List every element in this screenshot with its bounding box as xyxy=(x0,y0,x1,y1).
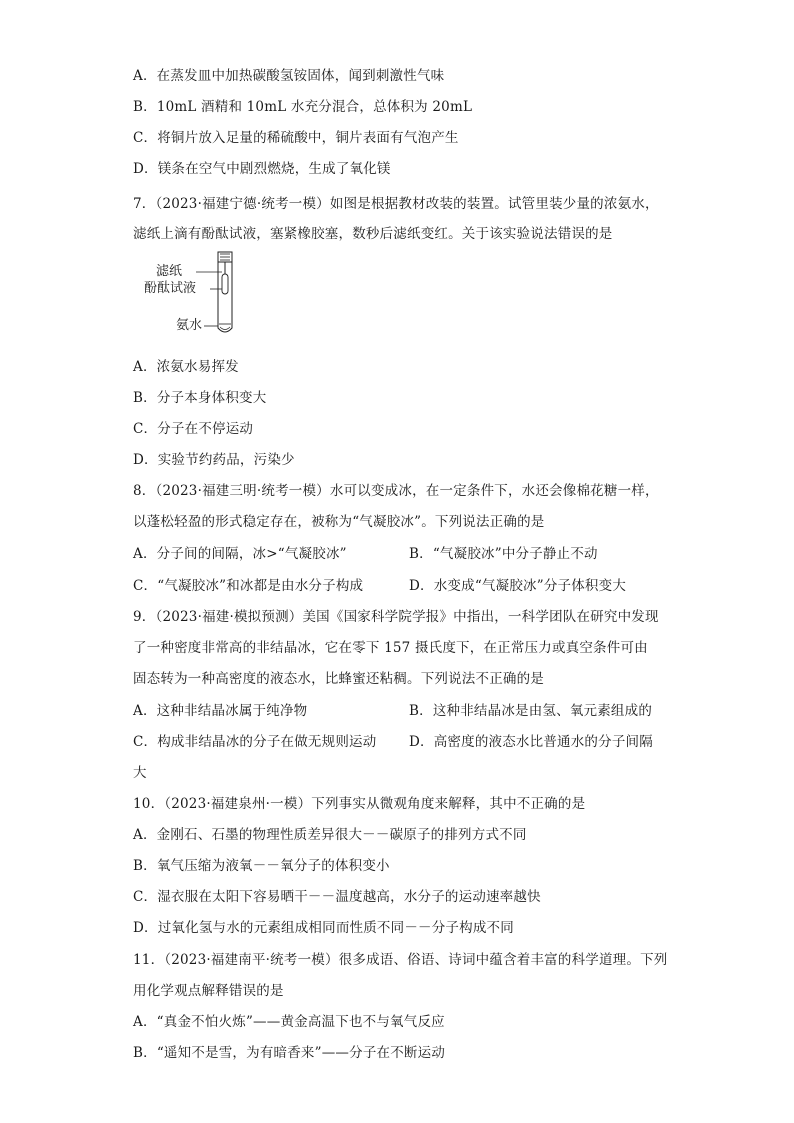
question-11-stem: 11．（2023·福建南平·统考一模）很多成语、俗语、诗词中蕴含着丰富的科学道理。下列 xyxy=(133,952,668,968)
phenolphthalein-label: 酚酞试液 xyxy=(144,281,197,296)
q7-option-c: C．分子在不停运动 xyxy=(133,421,254,437)
option-b: B．10mL 酒精和 10mL 水充分混合，总体积为 20mL xyxy=(133,99,473,115)
q7-option-b: B．分子本身体积变大 xyxy=(133,390,267,406)
q11-option-a: A．“真金不怕火炼”——黄金高温下也不与氧气反应 xyxy=(133,1014,445,1030)
q7-option-a: A．浓氨水易挥发 xyxy=(133,359,239,375)
q9-option-a: A．这种非结晶冰属于纯净物 xyxy=(133,703,308,719)
q9-option-b: B．这种非结晶冰是由氢、氧元素组成的 xyxy=(409,703,653,719)
question-11-stem-cont: 用化学观点解释错误的是 xyxy=(133,983,284,999)
test-tube-figure xyxy=(138,250,248,336)
option-c: C．将铜片放入足量的稀硫酸中，铜片表面有气泡产生 xyxy=(133,130,459,146)
q10-option-c: C．湿衣服在太阳下容易晒干－－温度越高，水分子的运动速率越快 xyxy=(133,889,541,905)
q7-option-d: D．实验节约药品，污染少 xyxy=(133,452,295,468)
question-9-stem-cont: 了一种密度非常高的非结晶冰，它在零下 157 摄氏度下，在正常压力或真空条件可由 xyxy=(133,640,648,656)
q11-option-b: B．“遥知不是雪，为有暗香来”——分子在不断运动 xyxy=(133,1045,446,1061)
q8-option-c: C．“气凝胶冰”和冰都是由水分子构成 xyxy=(133,578,364,594)
q10-option-b: B．氧气压缩为液氧－－氧分子的体积变小 xyxy=(133,858,390,874)
q9-option-d: D．高密度的液态水比普通水的分子间隔 xyxy=(409,734,653,750)
question-7-stem-cont: 滤纸上滴有酚酞试液，塞紧橡胶塞，数秒后滤纸变红。关于该实验说法错误的是 xyxy=(133,226,613,242)
ammonia-label: 氨水 xyxy=(176,318,203,333)
test-tube-diagram xyxy=(138,250,248,336)
question-8-stem: 8．（2023·福建三明·统考一模）水可以变成冰，在一定条件下，水还会像棉花糖一样， xyxy=(133,483,659,499)
question-9-stem: 9．（2023·福建·模拟预测）美国《国家科学院学报》中指出，一科学团队在研究中发现 xyxy=(133,609,659,625)
filter-paper-label: 滤纸 xyxy=(156,264,183,279)
question-10-stem: 10．（2023·福建泉州·一模）下列事实从微观角度来解释，其中不正确的是 xyxy=(133,796,586,812)
question-7-stem: 7．（2023·福建宁德·统考一模）如图是根据教材改装的装置。试管里装少量的浓氨水， xyxy=(133,196,659,212)
question-8-stem-cont: 以蓬松轻盈的形式稳定存在，被称为“气凝胶冰”。下列说法正确的是 xyxy=(133,514,545,530)
q9-option-c: C．构成非结晶冰的分子在做无规则运动 xyxy=(133,734,377,750)
q8-option-b: B．“气凝胶冰”中分子静止不动 xyxy=(409,546,598,562)
option-a: A．在蒸发皿中加热碳酸氢铵固体，闻到刺激性气味 xyxy=(133,68,445,84)
q9-option-d-cont: 大 xyxy=(133,765,147,781)
q10-option-a: A．金刚石、石墨的物理性质差异很大－－碳原子的排列方式不同 xyxy=(133,827,527,843)
q8-option-a: A．分子间的间隔，冰>“气凝胶冰” xyxy=(133,546,347,562)
q10-option-d: D．过氧化氢与水的元素组成相同而性质不同－－分子构成不同 xyxy=(133,920,514,936)
option-d: D．镁条在空气中剧烈燃烧，生成了氧化镁 xyxy=(133,161,391,177)
q8-option-d: D．水变成“气凝胶冰”分子体积变大 xyxy=(409,578,627,594)
question-9-stem-cont2: 固态转为一种高密度的液态水，比蜂蜜还粘稠。下列说法不正确的是 xyxy=(133,671,544,687)
